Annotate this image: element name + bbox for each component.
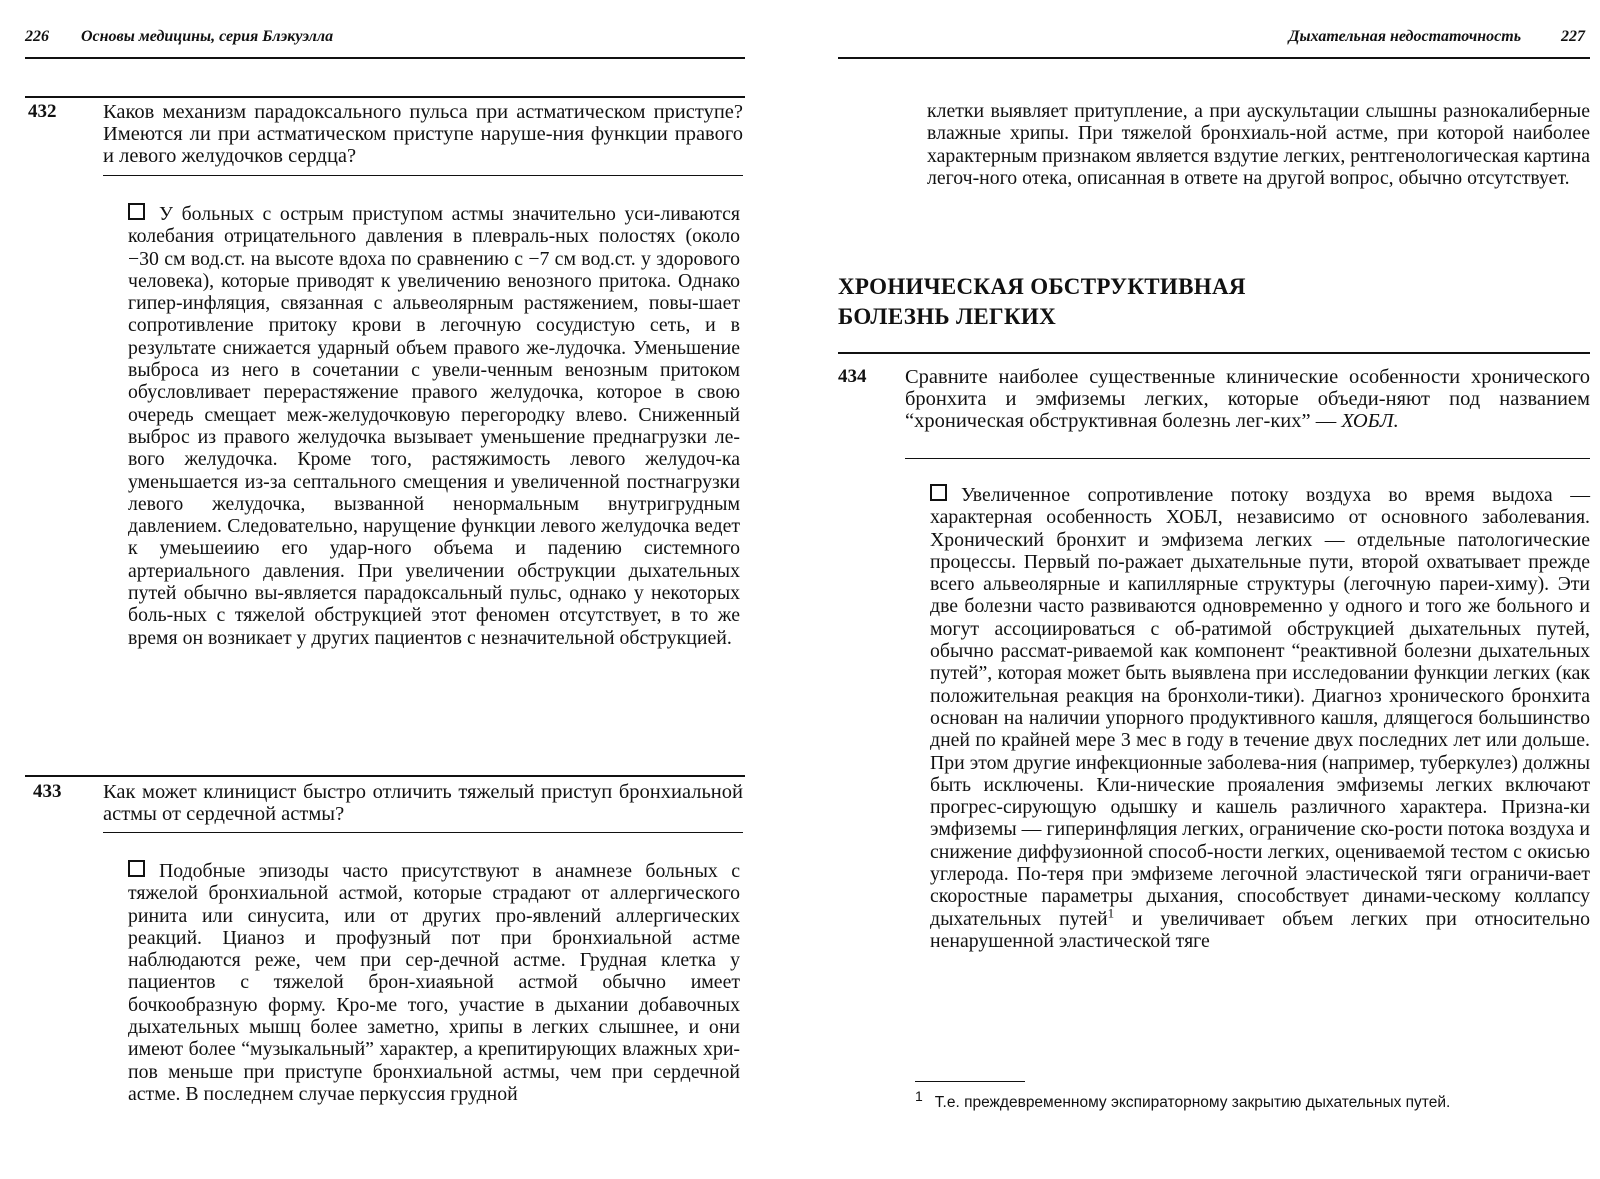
question-rule bbox=[25, 775, 745, 777]
answer-body: Увеличенное сопротивление потоку воздуха во время выдоха — характерная особенность ХОБЛ, независимо от основного заболевания. Хронический бронхит и эмфизема легких — отдельные патологические процессы. Первый по-ражает дыхательные пути, второй охватывает прежде всего альвеолярные и капиллярные структуры (легочную пареи-химу). Эти две болезни часто развиваются одновременно у одного и того же больного и могут ассоциироваться с об-ратимой обструкцией дыхательных путей, обычно рассмат-риваемой как компонент “реактивной болезни дыхательных путей”, которая может быть выявлена при исследовании функции легких (как положительная реакция на бронхоли-тики). Диагноз хронического бронхита основан на наличии упорного продуктивного кашля, длящегося большинство дней по крайней мере 3 мес в году в течение двух последних лет или дольше. При этом другие инфекционные заболева-ния (например, туберкулез) должны быть исключены. Кли-нические прояаления эмфиземы легких включают прогрес-сирующую одышку и кашель различного характера. Призна-ки эмфиземы — гиперинфляция легких, ограничение ско-рости потока воздуха и снижение диффузионной способ-ности легких, оцениваемой тестом с окисью углерода. По-теря при эмфиземе легочной эластической тяги ограничи-вает скоростные параметры дыхания, способствует динами-ческому коллапсу дыхательных путей bbox=[930, 484, 1590, 930]
header-rule bbox=[25, 57, 745, 59]
footnote-mark: 1 bbox=[915, 1087, 923, 1104]
answer-body-end: и увеличивает объем легких при относительно ненарушенной эластической тяге bbox=[930, 907, 1590, 952]
answer-rule bbox=[103, 832, 743, 833]
question-number: 434 bbox=[838, 366, 867, 387]
footnote bbox=[915, 1087, 1590, 1113]
section-title-line: ХРОНИЧЕСКАЯ ОБСТРУКТИВНАЯ bbox=[838, 274, 1246, 299]
footnote-rule bbox=[915, 1081, 1025, 1082]
answer-body: Подобные эпизоды часто присутствуют в анамнезе больных с тяжелой бронхиальной астмой, которые страдают от аллергического ринита или синусита, или от других про-явлений аллергических реакций. Цианоз и профузный пот при бронхиальной астме наблюдаются реже, чем при сер-дечной астме. Грудная клетка у пациентов с тяжелой брон-хиаяьной астмой обычно имеет бочкообразную форму. Кро-ме того, участие в дыхании добавочных дыхательных мышц более заметно, хрипы в легких слышнее, и они имеют более “музыкальный” характер, а крепитирующих влажных хри-пов меньше при приступе бронхиальной астмы, чем при сердечной астме. В последнем случае перкуссия грудной bbox=[128, 860, 740, 1105]
question-number: 432 bbox=[28, 101, 57, 122]
answer-rule bbox=[905, 458, 1590, 459]
answer-body: У больных с острым приступом астмы значительно уси-ливаются колебания отрицательного давления в плевраль-ных полостях (около −30 см вод.ст. на высоте вдоха по сравнению с −7 см вод.ст. у здорового человека), которые приводят к увеличению венозного притока. Однако гипер-инфляция, связанная с альвеолярным растяжением, повы-шает сопротивление притоку крови в легочную сосудистую сеть, и в результате снижается ударный объем правого же-лудочка. Уменьшение выброса из него в сочетании с увели-ченным венозным притоком обусловливает перерастяжение правого желудочка, которое в свою очередь смещает меж-желудочковую перегородку влево. Сниженный выброс из правого желудочка вызывает уменьшение преднагрузки ле-вого желудочка. Кроме того, растяжимость левого желудоч-ка уменьшается из-за септального смещения и увеличенной постнагрузки левого желудочка, вызванной ненормальным внутригрудным давлением. Следовательно, нарущение функции левого желудочка ведет к умеьшеиию его удар-ного объема и падению системного артериального давления. При увеличении обструкции дыхательных путей обычно вы-является парадоксальный пульс, однако у некоторых боль-ных с тяжелой обструкцией этот феномен отсутствует, в то же время он возникает у других пациентов с незначительной обструкцией. bbox=[128, 203, 740, 649]
section-title bbox=[838, 272, 1246, 332]
question-rule bbox=[25, 96, 745, 98]
running-title: Дыхательная недостаточность bbox=[1288, 28, 1521, 45]
header-rule bbox=[838, 57, 1590, 59]
answer-text bbox=[128, 860, 740, 1105]
page-number: 227 bbox=[1561, 28, 1585, 45]
question-rule bbox=[838, 352, 1590, 354]
running-title: Основы медицины, серия Блэкуэлла bbox=[81, 28, 334, 45]
checkbox-icon bbox=[930, 484, 947, 501]
checkbox-icon bbox=[128, 203, 145, 220]
answer-text bbox=[128, 203, 740, 649]
answer-continuation: клетки выявляет притупление, а при аускультации слышны разнокалиберные влажные хрипы. При тяжелой бронхиаль-ной астме, при которой наиболее характерным признаком является вздутие легких, рентгенологическая картина легоч-ного отека, описанная в ответе на другой вопрос, обычно отсутствует. bbox=[927, 100, 1590, 189]
answer-text bbox=[930, 484, 1590, 952]
running-head-left bbox=[25, 28, 745, 46]
question-number: 433 bbox=[33, 781, 62, 802]
running-head-right bbox=[1180, 28, 1585, 46]
footnote-text: Т.е. преждевременному экспираторному закрытию дыхательных путей. bbox=[934, 1094, 1451, 1111]
left-page bbox=[0, 0, 790, 1179]
checkbox-icon bbox=[128, 860, 145, 877]
footnote-reference: 1 bbox=[1107, 905, 1115, 921]
right-page bbox=[830, 0, 1600, 1179]
question-text: Как может клиницист быстро отличить тяжелый приступ бронхиальной астмы от сердечной астмы? bbox=[103, 781, 743, 825]
page-number: 226 bbox=[25, 28, 49, 45]
question-text: Каков механизм парадоксального пульса при астматическом приступе? Имеются ли при астматическом приступе наруше-ния функции правого и левого желудочков сердца? bbox=[103, 101, 743, 167]
question-abbreviation: ХОБЛ. bbox=[1341, 410, 1399, 432]
question-body: Сравните наиболее существенные клинические особенности хронического бронхита и эмфиземы легких, которые объеди-няют под названием “хроническая обструктивная болезнь лег-ких” — bbox=[905, 366, 1590, 432]
answer-rule bbox=[103, 175, 743, 176]
section-title-line: БОЛЕЗНЬ ЛЕГКИХ bbox=[838, 304, 1057, 329]
question-text bbox=[905, 366, 1590, 432]
